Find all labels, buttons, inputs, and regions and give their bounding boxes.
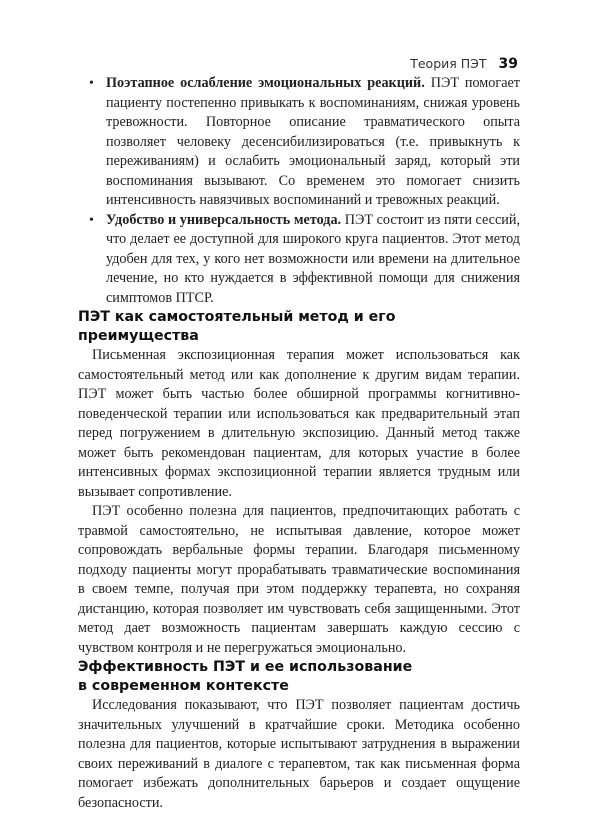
running-head — [410, 56, 518, 72]
bullet-text: ПЭТ помогает пациенту постепенно привыкать к воспоминаниям, снижая уровень тревожности. Повторное описание травматического опыта позволяет человеку десенсибилизироваться (т.е. привыкнуть к переживаниям) и ослабить эмоциональный заряд, который эти воспоминания вызывают. Со временем это помогает снизить интенсивность навязчивых воспоминаний и тревожных реакций. — [106, 75, 520, 208]
section-heading — [78, 658, 520, 696]
section-heading-line: Эффективность ПЭТ и ее использование — [78, 659, 413, 675]
bullet-dot-icon: • — [89, 76, 94, 91]
bullet-title: Удобство и универсальность метода. — [106, 211, 342, 228]
page-content — [78, 74, 520, 813]
paragraph: Исследования показывают, что ПЭТ позволяет пациентам достичь значительных улучшений в кратчайшие сроки. Методика особенно полезна для пациентов, которые испытывают затруднения в выражении своих переживаний в диалоге с терапевтом, так как письменная форма помогает избежать дополнительных барьеров и создает ощущение безопасности. — [78, 697, 520, 811]
paragraph: Письменная экспозиционная терапия может использоваться как самостоятельный метод или как дополнение к другим видам терапии. ПЭТ может быть частью более обширной программы когнитивно-поведенческой терапии или использоваться как предварительный этап перед погружением в длительную экспозицию. Данный метод также может быть рекомендован пациентам, для которых участие в более интенсивных формах экспозиционной терапии является трудным или вызывает сопротивление. — [78, 347, 520, 500]
bullet-item — [78, 211, 520, 309]
page-number: 39 — [498, 56, 518, 72]
bullet-dot-icon: • — [89, 212, 94, 228]
paragraph: ПЭТ особенно полезна для пациентов, предпочитающих работать с травмой самостоятельно, не испытывая давление, которое может сопровождать вербальные формы терапии. Благодаря письменному подходу пациенты могут прорабатывать травматические воспоминания в своем темпе, получая при этом поддержку терапевта, но сохраняя дистанцию, которая позволяет им чувствовать себя защищенными. Этот метод дает возможность пациентам завершать каждую сессию с чувством контроля и не перегружаться эмоционально. — [78, 503, 520, 656]
bullet-title: Поэтапное ослабление эмоциональных реакций. — [106, 75, 425, 91]
bullet-text: ПЭТ состоит из пяти сессий, что делает ее доступной для широкого круга пациентов. Этот метод удобен для тех, у кого нет возможности или времени на длительное лечение, но кто нуждается в эффективной помощи для снижения симптомов ПТСР. — [106, 211, 520, 306]
bullet-item — [78, 74, 520, 211]
bullet-list — [78, 74, 520, 308]
section-heading: ПЭТ как самостоятельный метод и его преимущества — [78, 309, 396, 344]
section-heading-line: в современном контексте — [78, 678, 289, 694]
running-head-title: Теория ПЭТ — [410, 56, 487, 71]
